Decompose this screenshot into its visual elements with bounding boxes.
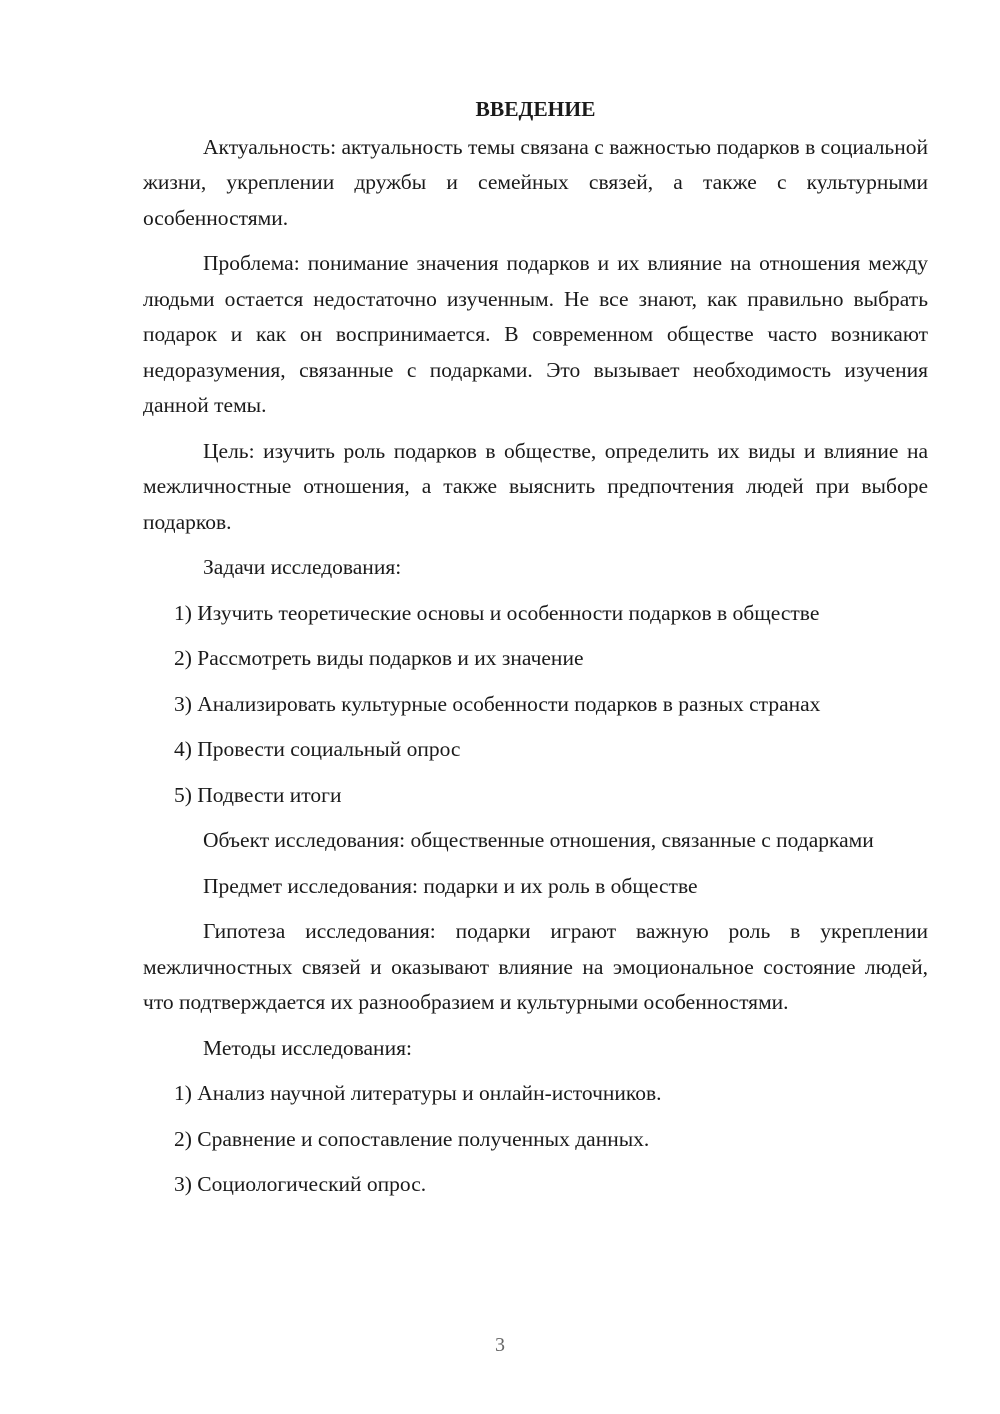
hypothesis-paragraph: Гипотеза исследования: подарки играют важную роль в укреплении межличностных связей и оказывают влияние на эмоциональное состояние людей, что подтверждается их разнообразием и культурными особенностями. (143, 919, 928, 1014)
document-page (143, 92, 928, 1213)
list-item: 4) Провести социальный опрос (174, 737, 461, 761)
methods-heading: Методы исследования: (203, 1035, 412, 1060)
tasks-list (143, 596, 928, 814)
page-number: 3 (495, 1334, 505, 1356)
methods-list (143, 1076, 928, 1203)
tasks-heading: Задачи исследования: (203, 555, 402, 579)
list-item: 2) Рассмотреть виды подарков и их значение (174, 646, 584, 670)
relevance-paragraph: Актуальность: актуальность темы связана с важностью подарков в социальной жизни, укреплении дружбы и семейных связей, а также с культурными особенностями. (143, 134, 928, 230)
subject-paragraph: Предмет исследования: подарки и их роль в обществе (203, 873, 698, 898)
list-item: 3) Социологический опрос. (174, 1172, 427, 1196)
list-item: 3) Анализировать культурные особенности подарков в разных странах (174, 691, 821, 716)
list-item: 1) Анализ научной литературы и онлайн-источников. (174, 1081, 662, 1105)
goal-paragraph: Цель: изучить роль подарков в обществе, определить их виды и влияние на межличностные отношения, а также выяснить предпочтения людей при выборе подарков. (143, 438, 928, 534)
list-item: 2) Сравнение и сопоставление полученных данных. (174, 1126, 650, 1151)
object-paragraph: Объект исследования: общественные отношения, связанные с подарками (203, 828, 874, 852)
problem-paragraph: Проблема: понимание значения подарков и их влияние на отношения между людьми остается недостаточно изученным. Не все знают, как правильно выбрать подарок и как он воспринимается. В современном обществе часто возникают недоразумения, связанные с подарками. Это вызывает необходимость изучения данной темы. (143, 251, 928, 417)
list-item: 1) Изучить теоретические основы и особенности подарков в обществе (174, 600, 820, 625)
list-item: 5) Подвести итоги (174, 782, 342, 807)
section-title: ВВЕДЕНИЕ (475, 97, 596, 121)
